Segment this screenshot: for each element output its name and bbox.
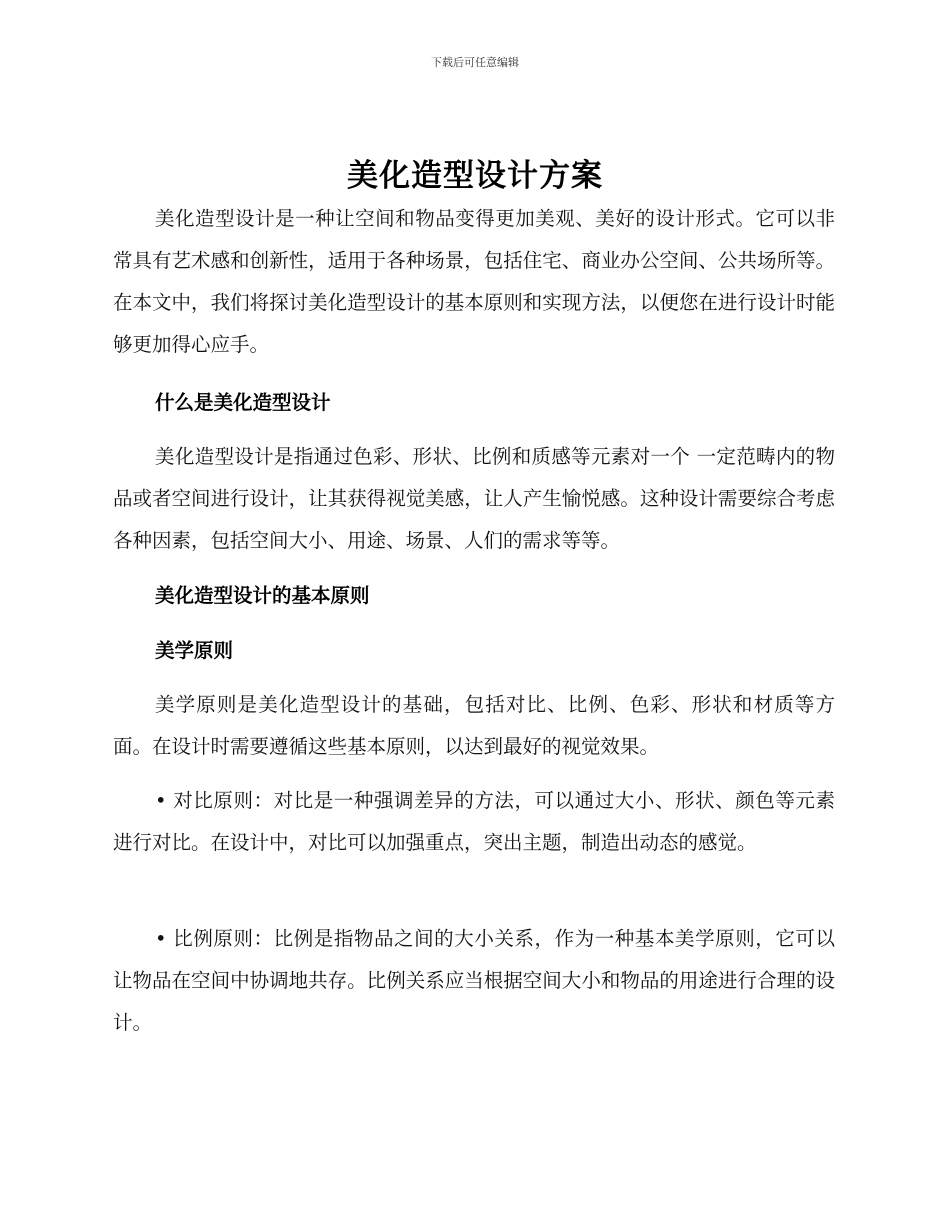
section1-paragraph: 美化造型设计是指通过色彩、形状、比例和质感等元素对一个 一定范畴内的物品或者空间进行设计，让其获得视觉美感，让人产生愉悦感。这种设计需要综合考虑各种因素，包括空间大小、用途、场景、人们的需求等等。 <box>113 445 835 552</box>
aesthetics-paragraph: 美学原则是美化造型设计的基础，包括对比、比例、色彩、形状和材质等方面。在设计时需要遵循这些基本原则，以达到最好的视觉效果。 <box>113 693 835 758</box>
bullet-proportion: • 比例原则：比例是指物品之间的大小关系，作为一种基本美学原则，它可以让物品在空间中协调地共存。比例关系应当根据空间大小和物品的用途进行合理的设计。 <box>113 927 835 1034</box>
intro-paragraph: 美化造型设计是一种让空间和物品变得更加美观、美好的设计形式。它可以非常具有艺术感和创新性，适用于各种场景，包括住宅、商业办公空间、公共场所等。在本文中，我们将探讨美化造型设计的基本原则和实现方法，以便您在进行设计时能够更加得心应手。 <box>113 207 835 356</box>
bullet-contrast: • 对比原则：对比是一种强调差异的方法，可以通过大小、形状、颜色等元素进行对比。在设计中，对比可以加强重点，突出主题，制造出动态的感觉。 <box>113 789 835 854</box>
page-header-note: 下载后可任意编辑 <box>431 56 519 69</box>
subheading-aesthetics: 美学原则 <box>155 639 234 662</box>
section-heading-principles: 美化造型设计的基本原则 <box>155 584 370 607</box>
document-title: 美化造型设计方案 <box>347 158 603 194</box>
section-heading-what-is: 什么是美化造型设计 <box>155 391 331 414</box>
